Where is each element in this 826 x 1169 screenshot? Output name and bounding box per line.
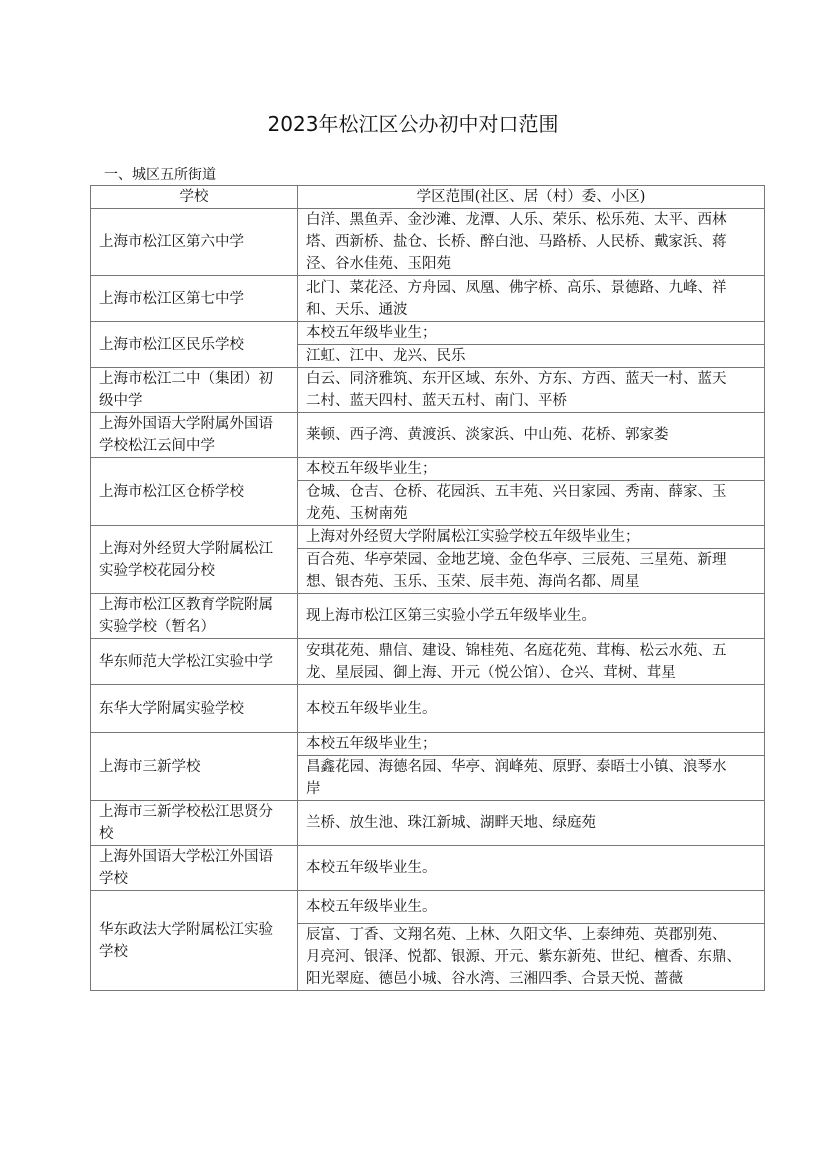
district-scope-line: 江虹、江中、龙兴、民乐: [306, 348, 466, 364]
table-row: [91, 846, 765, 891]
district-scope-cell: [298, 209, 765, 276]
district-scope-line: 岸: [306, 781, 321, 797]
school-name-line: 学校: [99, 871, 128, 887]
district-scope-line: 二村、蓝天四村、蓝天五村、南门、平桥: [306, 393, 567, 409]
school-name-cell: [91, 526, 298, 594]
table-row: [91, 413, 765, 458]
district-scope-cell: [298, 594, 765, 639]
district-scope-cell: [298, 345, 765, 368]
district-scope-line: 百合苑、华亭荣园、金地艺境、金色华亭、三辰苑、三星苑、新理: [306, 552, 727, 568]
table-row: [91, 322, 765, 345]
district-scope-line: 龙、星辰园、御上海、开元（悦公馆）、仓兴、茸树、茸星: [306, 664, 676, 681]
district-scope-cell: [298, 322, 765, 345]
page-title: 2023年松江区公办初中对口范围: [267, 112, 559, 136]
table-row: [91, 733, 765, 756]
district-scope-cell: [298, 639, 765, 685]
district-scope-line: 本校五年级毕业生；: [306, 736, 437, 752]
school-name-line: 上海市松江区第六中学: [99, 234, 244, 250]
school-name-line: 华东政法大学附属松江实验: [99, 921, 273, 938]
school-name-cell: [91, 322, 298, 368]
district-scope-cell: [298, 801, 765, 846]
school-name-cell: [91, 639, 298, 685]
school-name-cell: [91, 594, 298, 639]
header-scope: 学区范围(社区、居（村）委、小区): [298, 186, 765, 209]
district-scope-line: 辰富、丁香、文翔名苑、上林、久阳文华、上泰绅苑、英郡别苑、: [306, 927, 727, 943]
district-scope-cell: [298, 924, 765, 991]
table-row: [91, 685, 765, 733]
school-name-line: 上海市三新学校松江思贤分: [99, 804, 273, 820]
school-name-cell: [91, 368, 298, 413]
district-scope-cell: [298, 481, 765, 526]
district-scope-line: 白云、同济雅筑、东开区域、东外、方东、方西、蓝天一村、蓝天: [306, 371, 727, 387]
school-name-line: 上海市松江区民乐学校: [99, 336, 244, 353]
district-scope-line: 和、天乐、通波: [306, 301, 408, 318]
district-scope-line: 白洋、黑鱼弄、金沙滩、龙潭、人乐、荣乐、松乐苑、太平、西林: [306, 212, 727, 228]
school-name-cell: [91, 801, 298, 846]
table-header-row: [91, 186, 765, 209]
district-scope-line: 本校五年级毕业生。: [306, 860, 437, 876]
school-name-line: 华东师范大学松江实验中学: [99, 653, 273, 670]
school-name-cell: [91, 413, 298, 458]
header-school: 学校: [91, 186, 298, 209]
table-row: [91, 801, 765, 846]
school-name-line: 上海外国语大学松江外国语: [99, 849, 273, 865]
district-scope-line: 兰桥、放生池、珠江新城、湖畔天地、绿庭苑: [306, 815, 596, 831]
district-scope-cell: [298, 276, 765, 322]
district-scope-line: 月亮河、银泽、悦都、银源、开元、紫东新苑、世纪、檀香、东鼎、: [306, 949, 741, 965]
school-name-line: 上海市松江区第七中学: [99, 290, 244, 307]
district-scope-line: 莱顿、西子湾、黄渡浜、淡家浜、中山苑、花桥、郭家娄: [306, 427, 669, 443]
district-scope-cell: [298, 458, 765, 481]
district-scope-cell: [298, 549, 765, 594]
school-district-table: [90, 185, 765, 991]
district-scope-cell: [298, 685, 765, 733]
school-name-line: 上海市三新学校: [99, 758, 201, 775]
district-scope-line: 本校五年级毕业生。: [306, 899, 437, 915]
school-name-cell: [91, 458, 298, 526]
district-scope-cell: [298, 413, 765, 458]
table-row: [91, 594, 765, 639]
school-name-line: 学校松江云间中学: [99, 438, 215, 454]
table-row: [91, 368, 765, 413]
school-name-line: 东华大学附属实验学校: [99, 700, 244, 717]
district-scope-line: 塔、西新桥、盐仓、长桥、醉白池、马路桥、人民桥、戴家浜、蒋: [306, 234, 727, 250]
district-scope-line: 仓城、仓吉、仓桥、花园浜、五丰苑、兴日家园、秀南、薛家、玉: [306, 484, 727, 500]
district-scope-cell: [298, 733, 765, 756]
school-name-cell: [91, 276, 298, 322]
district-scope-line: 北门、菜花泾、方舟园、凤凰、佛字桥、高乐、景德路、九峰、祥: [306, 279, 727, 296]
table-row: [91, 891, 765, 924]
section-heading: 一、城区五所街道: [104, 167, 216, 183]
school-name-line: 实验学校花园分校: [99, 562, 215, 579]
district-scope-line: 现上海市松江区第三实验小学五年级毕业生。: [306, 608, 596, 624]
table-row: [91, 526, 765, 549]
school-name-line: 级中学: [99, 393, 143, 409]
district-scope-cell: [298, 891, 765, 924]
school-name-line: 校: [99, 826, 114, 842]
district-scope-line: 安琪花苑、鼎信、建设、锦桂苑、名庭花苑、茸梅、松云水苑、五: [306, 642, 727, 659]
school-name-line: 上海市松江区教育学院附属: [99, 597, 273, 613]
table-row: [91, 458, 765, 481]
district-scope-cell: [298, 526, 765, 549]
table-row: [91, 276, 765, 322]
school-name-cell: [91, 846, 298, 891]
school-name-cell: [91, 733, 298, 801]
district-scope-line: 阳光翠庭、德邑小城、谷水湾、三湘四季、合景天悦、蔷薇: [306, 971, 683, 987]
school-name-line: 学校: [99, 943, 128, 960]
school-name-line: 上海外国语大学附属外国语: [99, 416, 273, 432]
district-scope-line: 龙苑、玉树南苑: [306, 506, 408, 522]
district-scope-cell: [298, 846, 765, 891]
district-scope-line: 本校五年级毕业生；: [306, 461, 437, 477]
district-scope-line: 昌鑫花园、海德名园、华亭、润峰苑、原野、泰晤士小镇、浪琴水: [306, 759, 727, 775]
district-scope-line: 泾、谷水佳苑、玉阳苑: [306, 256, 451, 272]
district-scope-cell: [298, 756, 765, 801]
school-name-cell: [91, 685, 298, 733]
school-name-line: 上海市松江二中（集团）初: [99, 371, 273, 387]
district-scope-line: 上海对外经贸大学附属松江实验学校五年级毕业生；: [306, 529, 640, 545]
table-row: [91, 209, 765, 276]
district-scope-line: 本校五年级毕业生；: [306, 325, 437, 341]
table-row: [91, 639, 765, 685]
school-name-cell: [91, 891, 298, 991]
school-name-line: 实验学校（暂名）: [99, 619, 215, 635]
school-name-line: 上海对外经贸大学附属松江: [99, 540, 273, 557]
school-name-cell: [91, 209, 298, 276]
district-scope-line: 本校五年级毕业生。: [306, 700, 437, 717]
district-scope-cell: [298, 368, 765, 413]
district-scope-line: 想、银杏苑、玉乐、玉荣、辰丰苑、海尚名都、周星: [306, 574, 640, 590]
school-name-line: 上海市松江区仓桥学校: [99, 483, 244, 500]
